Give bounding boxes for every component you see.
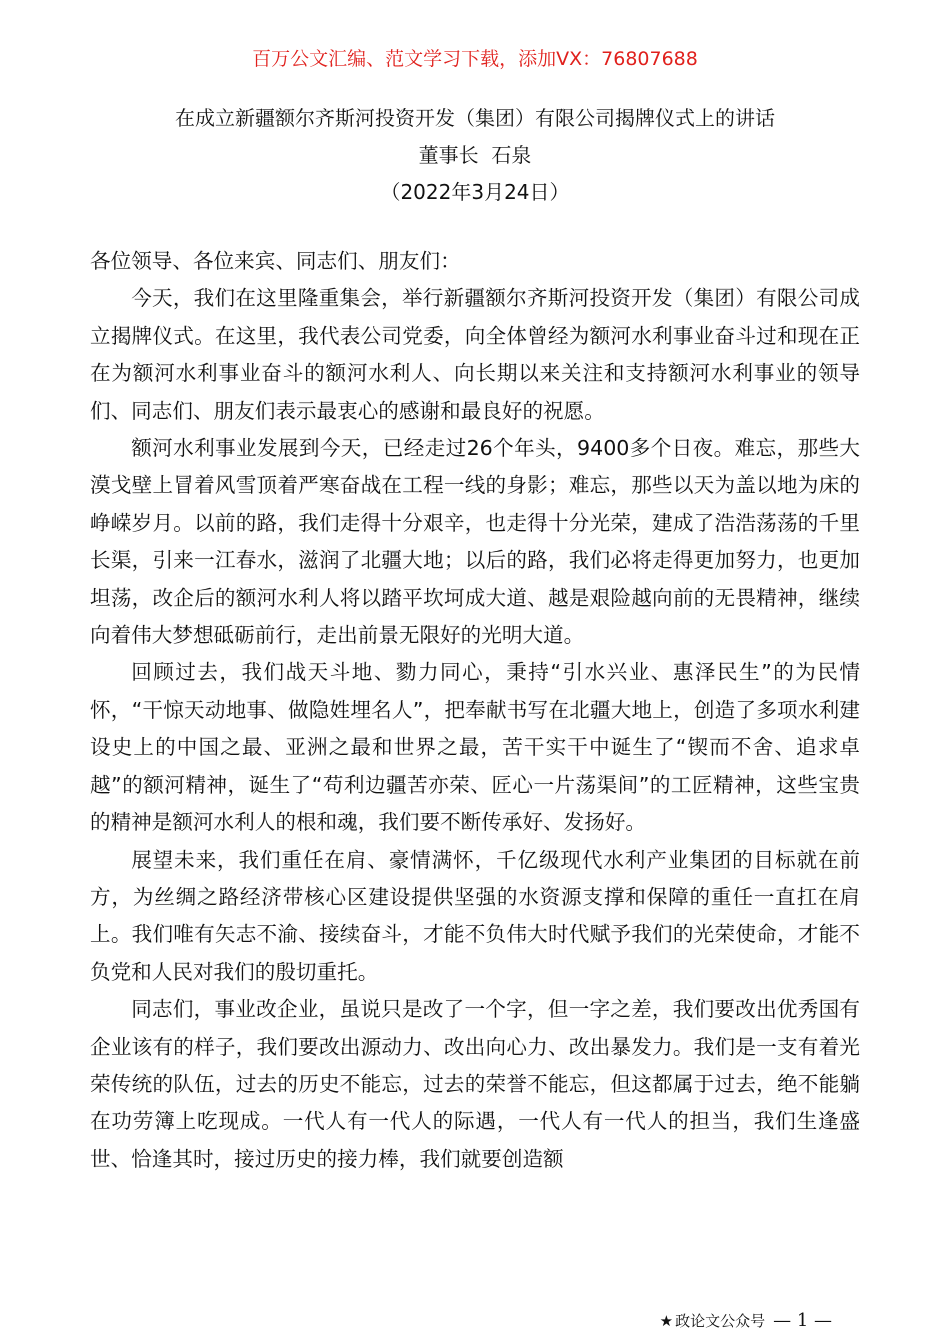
speech-date: （2022年3月24日） (380, 180, 570, 204)
paragraph-2: 额河水利事业发展到今天，已经走过26个年头，9400多个日夜。难忘，那些大漠戈壁上冒着风雪顶着严寒奋战在工程一线的身影；难忘，那些以天为盖以地为床的峥嵘岁月。以前的路，我们走得十分艰辛，也走得十分光荣，建成了浩浩荡荡的千里长渠，引来一江春水，滋润了北疆大地；以后的路，我们必将走得更加努力，也更加坦荡，改企后的额河水利人将以踏平坎坷成大道、越是艰险越向前的无畏精神，继续向着伟大梦想砥砺前行，走出前景无限好的光明大道。 (90, 436, 860, 648)
header-banner: 百万公文汇编、范文学习下载，添加VX：76807688 (252, 48, 698, 70)
page-footer (660, 1310, 832, 1332)
title-block (0, 100, 950, 211)
paragraph-1: 今天，我们在这里隆重集会，举行新疆额尔齐斯河投资开发（集团）有限公司成立揭牌仪式。在这里，我代表公司党委，向全体曾经为额河水利事业奋斗过和现在正在为额河水利事业奋斗的额河水利人、向长期以来关注和支持额河水利事业的领导们、同志们、朋友们表示最衷心的感谢和最良好的祝愿。 (90, 286, 860, 423)
footer-source: 政论文公众号 (675, 1312, 766, 1330)
page-number: — 1 — (773, 1310, 832, 1331)
star-icon: ★ (659, 1312, 674, 1330)
paragraph-3: 回顾过去，我们战天斗地、勠力同心，秉持“引水兴业、惠泽民生”的为民情怀，“干惊天动地事、做隐姓埋名人”，把奉献书写在北疆大地上，创造了多项水利建设史上的中国之最、亚洲之最和世界之最，苦干实干中诞生了“锲而不舍、追求卓越”的额河精神，诞生了“苟利边疆苦亦荣、匠心一片荡渠间”的工匠精神，这些宝贵的精神是额河水利人的根和魂，我们要不断传承好、发扬好。 (90, 660, 860, 835)
speaker-line: 董事长 石泉 (418, 143, 532, 167)
paragraph-4: 展望未来，我们重任在肩、豪情满怀，千亿级现代水利产业集团的目标就在前方，为丝绸之路经济带核心区建设提供坚强的水资源支撑和保障的重任一直扛在肩上。我们唯有矢志不渝、接续奋斗，才能不负伟大时代赋予我们的光荣使命，才能不负党和人民对我们的殷切重托。 (90, 847, 860, 984)
document-title: 在成立新疆额尔齐斯河投资开发（集团）有限公司揭牌仪式上的讲话 (175, 106, 775, 130)
salutation: 各位领导、各位来宾、同志们、朋友们： (90, 249, 461, 273)
speech-body (90, 243, 860, 1178)
paragraph-5: 同志们，事业改企业，虽说只是改了一个字，但一字之差，我们要改出优秀国有企业该有的样子，我们要改出源动力、改出向心力、改出暴发力。我们是一支有着光荣传统的队伍，过去的历史不能忘，过去的荣誉不能忘，但这都属于过去，绝不能躺在功劳簿上吃现成。一代人有一代人的际遇，一代人有一代人的担当，我们生逢盛世、恰逢其时，接过历史的接力棒，我们就要创造额 (90, 997, 860, 1171)
